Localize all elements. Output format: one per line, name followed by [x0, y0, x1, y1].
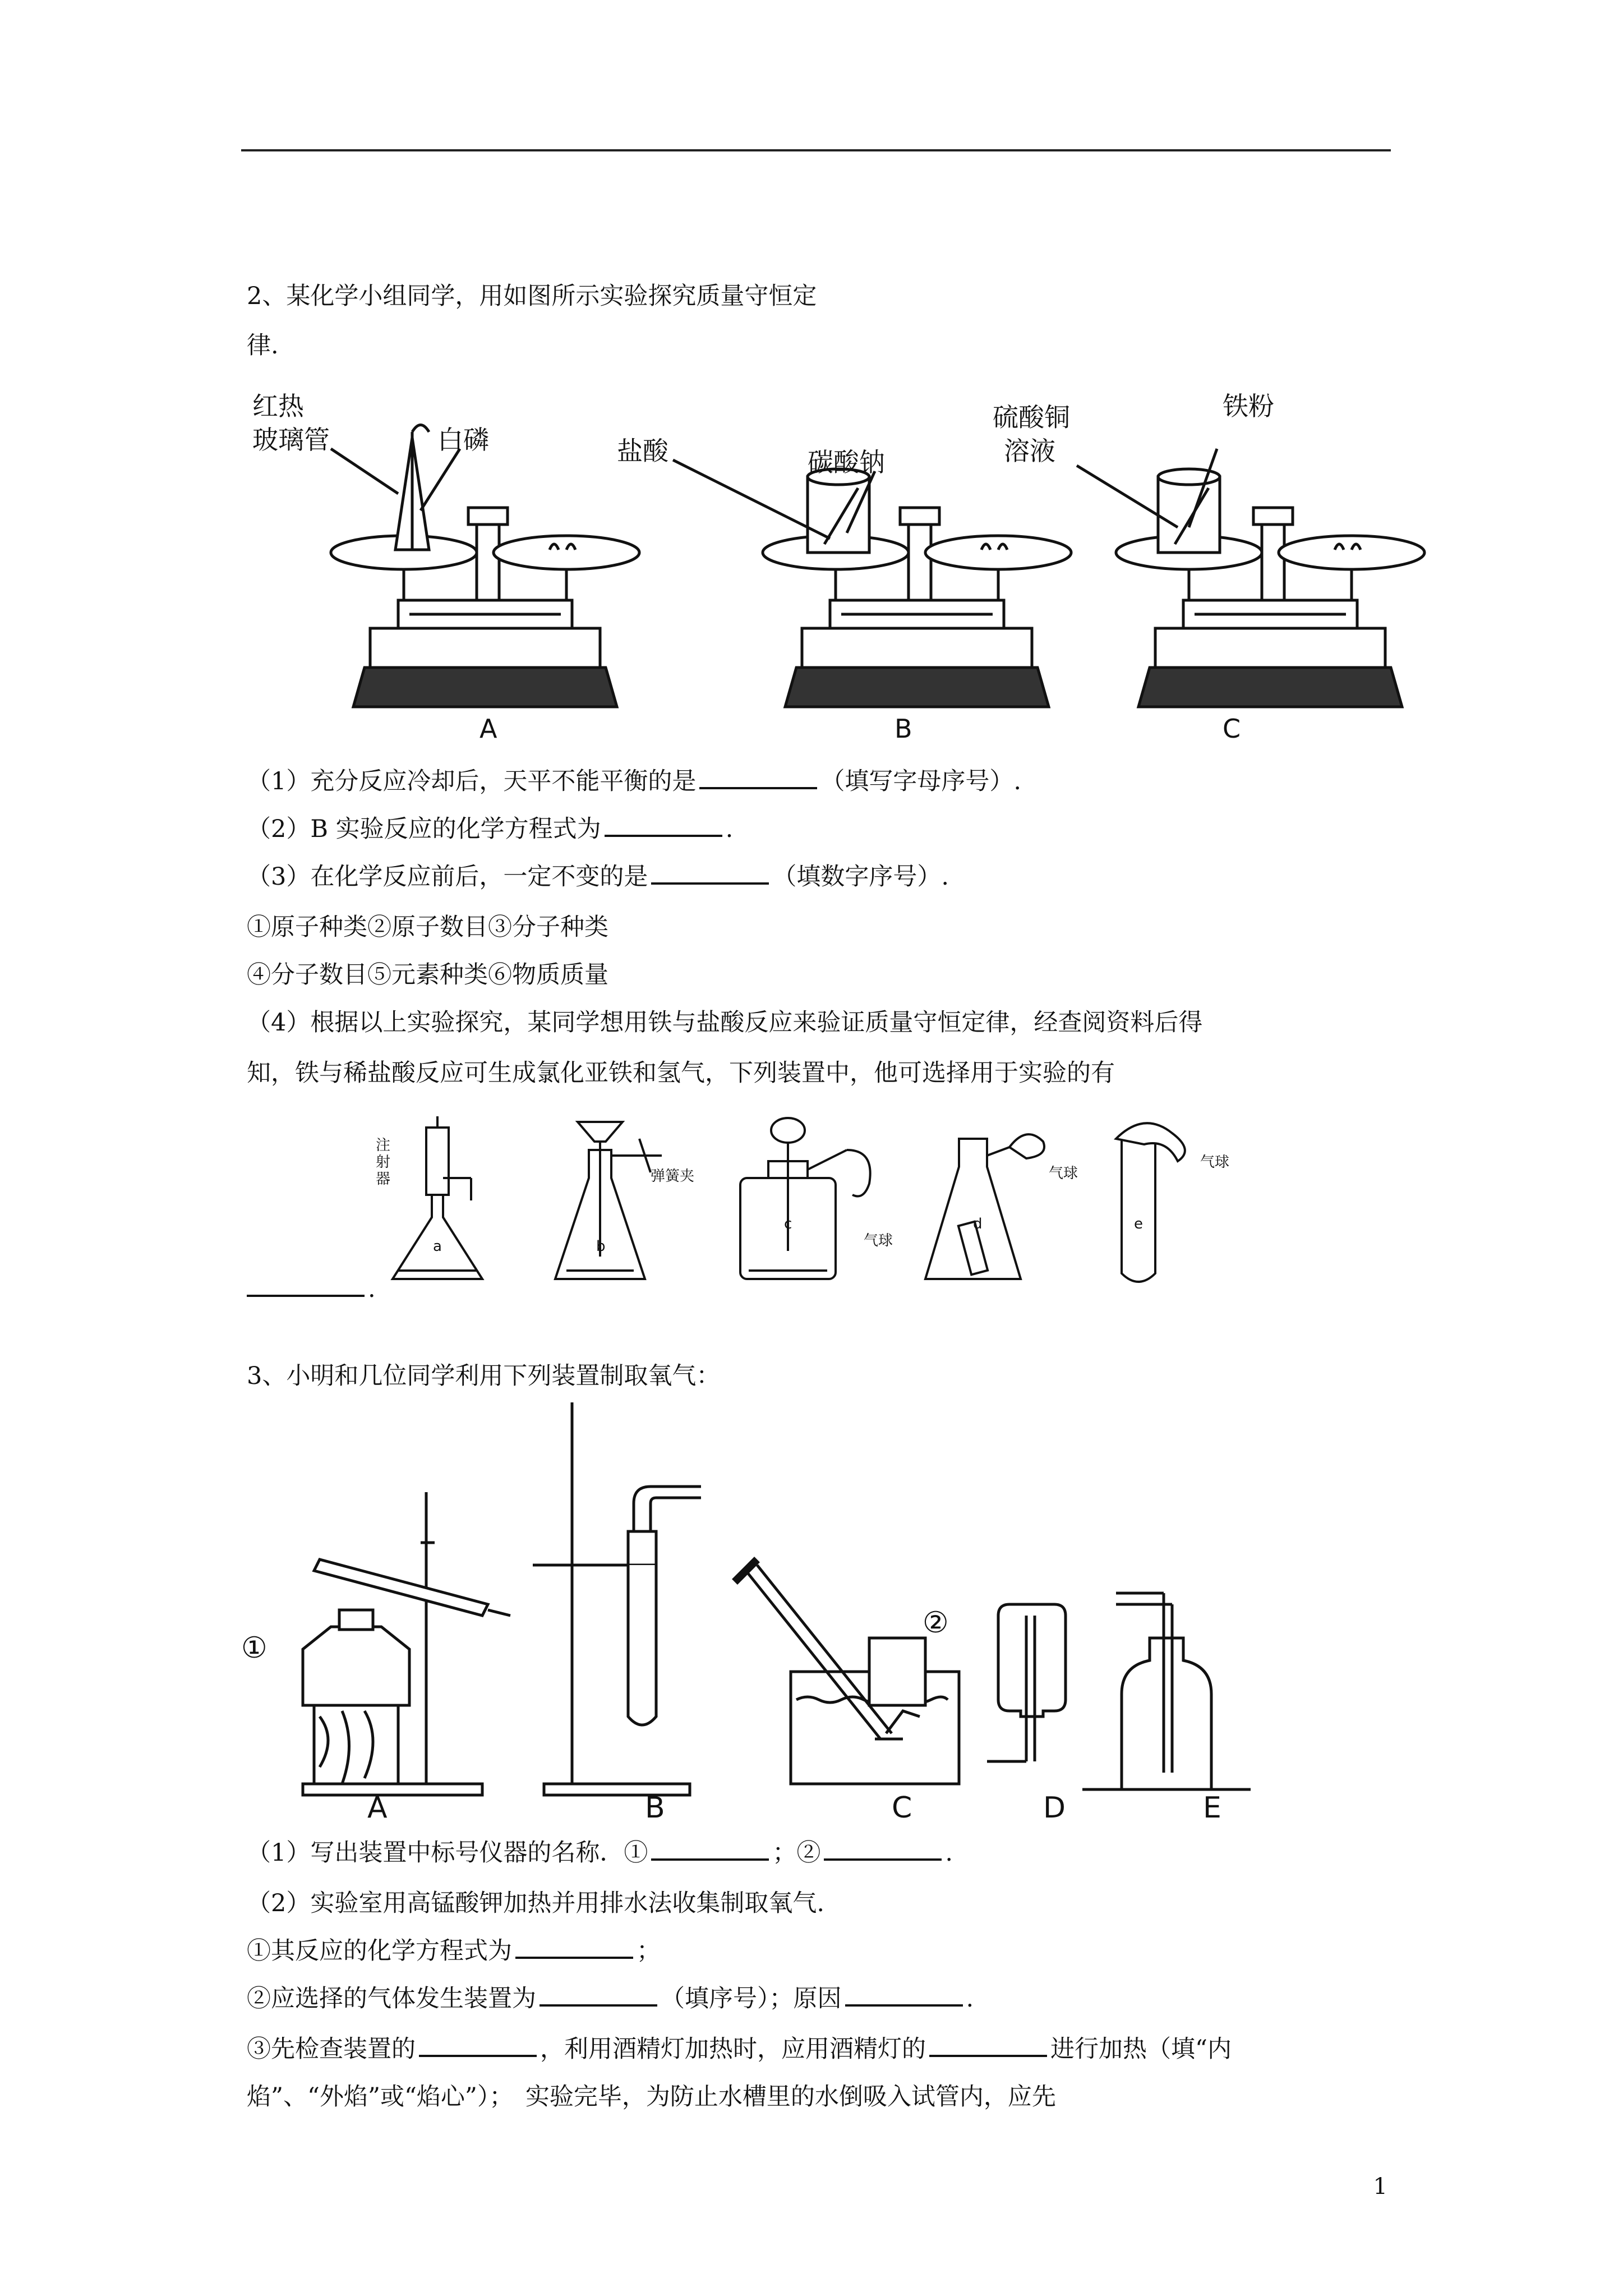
- label-B: B: [645, 1791, 665, 1825]
- q2-s2-suffix: .: [725, 815, 734, 843]
- q2-s4-period: .: [368, 1275, 376, 1303]
- label-balloon-c: 气球: [864, 1232, 893, 1249]
- header-rule: [241, 149, 1391, 151]
- q3-s2a-text: ①其反应的化学方程式为: [247, 1937, 512, 1965]
- apparatus-e: [1116, 1123, 1185, 1282]
- label-C: C: [892, 1791, 912, 1825]
- q2-options-2: ④分子数目⑤元素种类⑥物质质量: [247, 961, 608, 989]
- label-spring-clip: 弹簧夹: [651, 1168, 695, 1185]
- q3-s2: （2）实验室用高锰酸钾加热并用排水法收集制取氧气.: [247, 1889, 825, 1917]
- label-syringe-2: 射: [376, 1154, 391, 1171]
- q2-s3-text: （3）在化学反应前后，一定不变的是: [247, 863, 648, 891]
- q3-s2b: [247, 1983, 974, 2014]
- q3-s2b-mid: （填序号）；原因: [661, 1985, 842, 2013]
- answer-blank[interactable]: [540, 1984, 657, 2007]
- balance-figure: [236, 381, 1380, 752]
- q3-s1-text: （1）写出装置中标号仪器的名称．①: [247, 1839, 648, 1867]
- label-glass-tube: 玻璃管: [252, 425, 330, 455]
- label-B: B: [895, 714, 912, 744]
- q3-s1: [247, 1837, 953, 1869]
- q3-s2c-mid: ，利用酒精灯加热时，应用酒精灯的: [540, 2035, 926, 2063]
- label-white-phosphorus: 白磷: [437, 425, 489, 455]
- label-d: d: [973, 1216, 983, 1232]
- balance-c: [1116, 469, 1424, 707]
- balance-b: [763, 469, 1071, 707]
- label-c: c: [784, 1216, 792, 1232]
- q2-s3: [247, 861, 949, 892]
- answer-blank[interactable]: [824, 1838, 942, 1861]
- label-e: e: [1134, 1216, 1143, 1232]
- q3-s2b-suffix: .: [966, 1985, 974, 2013]
- answer-blank[interactable]: [929, 2035, 1047, 2057]
- label-a: a: [433, 1238, 442, 1255]
- label-syringe-1: 注: [376, 1137, 391, 1154]
- q2-s1-text: （1）充分反应冷却后，天平不能平衡的是: [247, 767, 697, 795]
- q3-s2a-suffix: ；: [637, 1937, 661, 1965]
- q2-s2: [247, 813, 733, 845]
- apparatus-D: [987, 1604, 1066, 1761]
- apparatus-b: [555, 1122, 662, 1279]
- q2-options-1: ①原子种类②原子数目③分子种类: [247, 913, 608, 941]
- apparatus-A: [303, 1492, 510, 1795]
- label-copper-sulfate: 硫酸铜: [993, 402, 1070, 432]
- label-A: A: [367, 1791, 388, 1825]
- apparatus-d: [925, 1134, 1044, 1279]
- label-sodium-carbonate: 碳酸钠: [808, 447, 885, 477]
- q2-intro-line1: 2、某化学小组同学，用如图所示实验探究质量守恒定: [247, 282, 817, 310]
- apparatus-B: [533, 1402, 701, 1795]
- q3-s2c-line2: 焰”、“外焰”或“焰心”）； 实验完毕，为防止水槽里的水倒吸入试管内，应先: [247, 2083, 1056, 2111]
- apparatus-E: [1082, 1593, 1251, 1789]
- q2-s4-end: [247, 1273, 376, 1305]
- q2-s1-suffix: （填写字母序号）.: [820, 767, 1022, 795]
- q2-s4-line2: 知，铁与稀盐酸反应可生成氯化亚铁和氢气，下列装置中，他可选择用于实验的有: [247, 1059, 1115, 1087]
- apparatus-figure: [370, 1116, 1267, 1301]
- answer-blank[interactable]: [651, 1838, 769, 1861]
- q3-s2c: [247, 2033, 1232, 2065]
- label-circle-1: ①: [241, 1631, 268, 1665]
- answer-blank[interactable]: [605, 815, 722, 837]
- answer-blank[interactable]: [845, 1984, 963, 2007]
- label-C: C: [1223, 714, 1241, 744]
- answer-blank[interactable]: [651, 862, 769, 885]
- q2-s2-text: （2）B 实验反应的化学方程式为: [247, 815, 601, 843]
- label-solution: 溶液: [1004, 436, 1055, 466]
- q3-intro: 3、小明和几位同学利用下列装置制取氧气：: [247, 1362, 721, 1390]
- label-D: D: [1043, 1791, 1066, 1825]
- q3-s1-mid: ；②: [772, 1839, 821, 1867]
- label-balloon-d: 气球: [1049, 1165, 1078, 1182]
- q2-s1: [247, 766, 1021, 797]
- q3-s2c-suffix: 进行加热（填“内: [1050, 2035, 1232, 2063]
- label-A: A: [479, 714, 497, 744]
- answer-blank[interactable]: [515, 1936, 633, 1959]
- label-red-hot: 红热: [252, 391, 304, 421]
- q2-s3-suffix: （填数字序号）.: [772, 863, 949, 891]
- label-balloon-e: 气球: [1200, 1154, 1230, 1171]
- answer-blank[interactable]: [247, 1274, 365, 1297]
- page-number: 1: [1373, 2174, 1387, 2200]
- q3-s2c-text: ③先检查装置的: [247, 2035, 416, 2063]
- oxygen-apparatus-figure: [241, 1402, 1318, 1823]
- answer-blank[interactable]: [699, 767, 817, 789]
- q2-intro-line2: 律.: [247, 332, 279, 360]
- q3-s1-suffix: .: [945, 1839, 953, 1867]
- q3-s2b-text: ②应选择的气体发生装置为: [247, 1985, 536, 2013]
- label-iron-powder: 铁粉: [1223, 391, 1274, 421]
- apparatus-c: [740, 1118, 870, 1279]
- label-b: b: [596, 1238, 606, 1255]
- label-hydrochloric-acid: 盐酸: [617, 436, 668, 466]
- balance-a: [331, 425, 639, 707]
- apparatus-C: [735, 1559, 959, 1784]
- q3-s2a: [247, 1935, 661, 1967]
- answer-blank[interactable]: [419, 2035, 537, 2057]
- label-syringe-3: 器: [376, 1171, 391, 1188]
- q2-s4-line1: （4）根据以上实验探究，某同学想用铁与盐酸反应来验证质量守恒定律，经查阅资料后得: [247, 1009, 1203, 1037]
- label-circle-2: ②: [923, 1606, 949, 1640]
- label-E: E: [1203, 1791, 1221, 1825]
